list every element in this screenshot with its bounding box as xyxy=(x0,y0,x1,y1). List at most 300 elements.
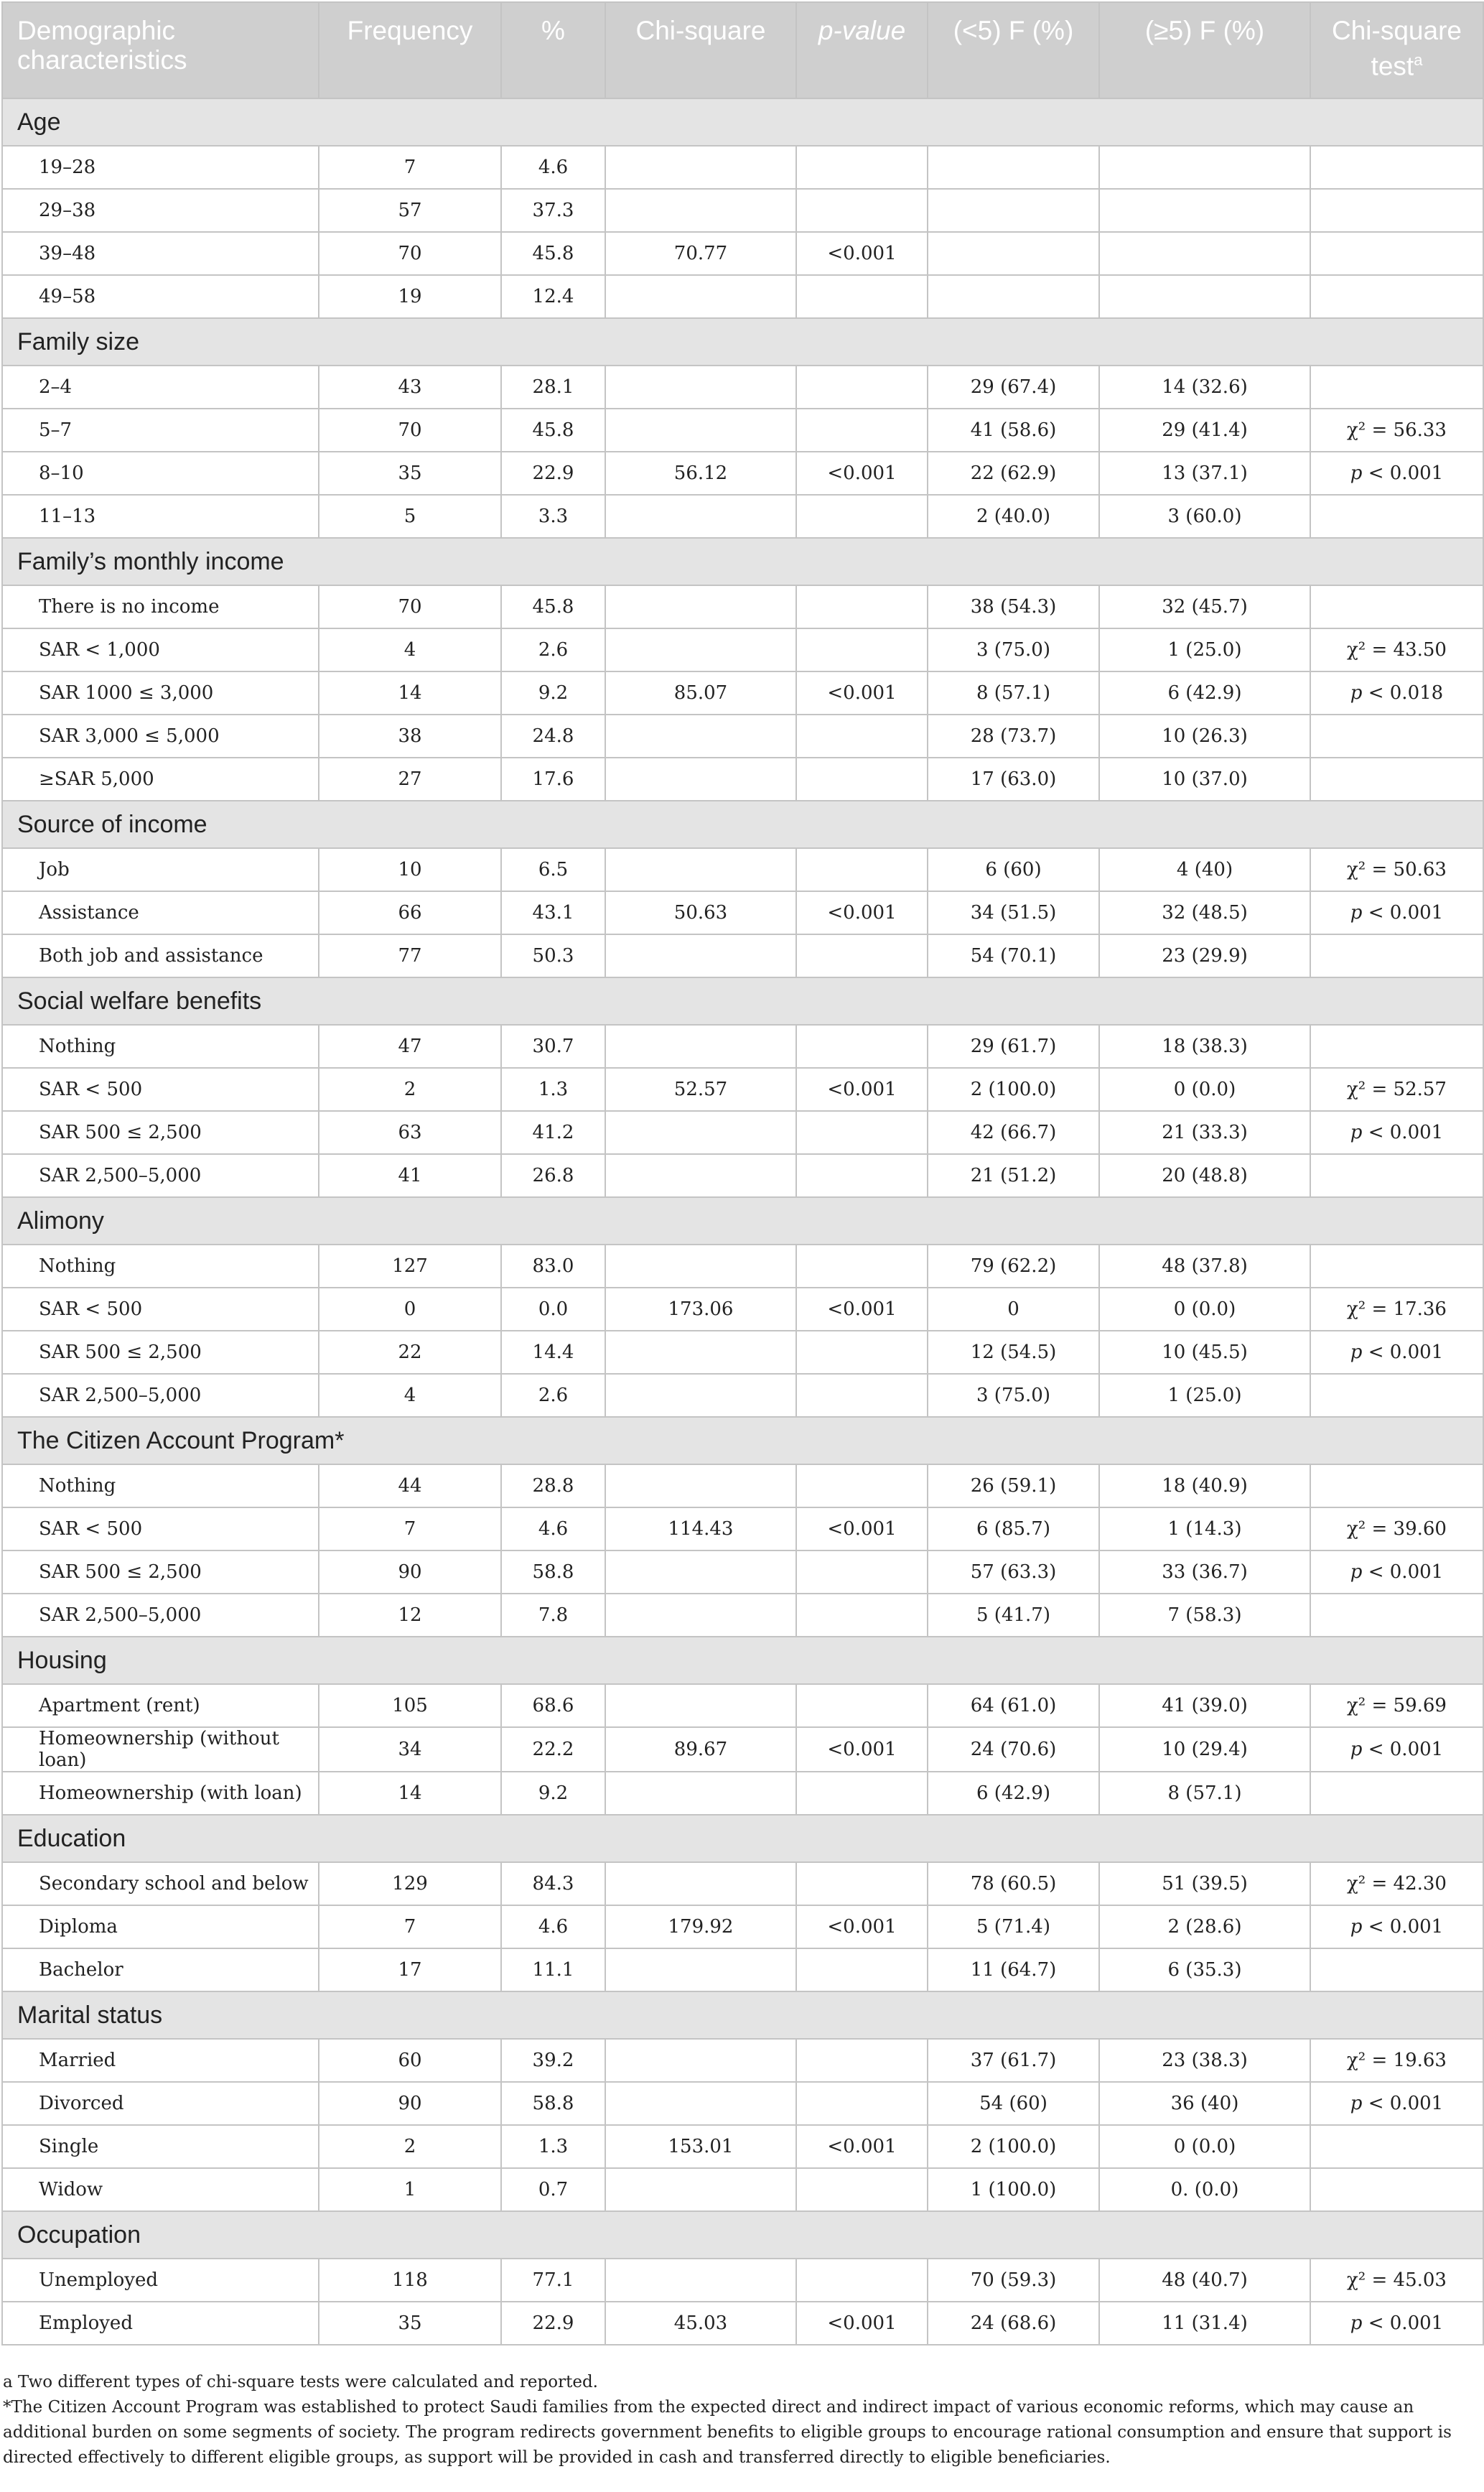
table-cell xyxy=(796,1374,928,1417)
table-cell: 3.3 xyxy=(501,495,605,538)
table-cell: 4.6 xyxy=(501,146,605,189)
table-row xyxy=(2,1374,1483,1417)
table-cell xyxy=(796,1464,928,1507)
table-cell: SAR < 500 xyxy=(2,1507,319,1550)
table-cell: Employed xyxy=(2,2302,319,2345)
table-cell xyxy=(796,1111,928,1154)
table-cell xyxy=(605,409,796,452)
table-cell: 7 xyxy=(319,1507,501,1550)
table-cell xyxy=(1310,366,1483,409)
table-cell xyxy=(928,189,1099,232)
table-row xyxy=(2,1862,1483,1905)
table-cell: 78 (60.5) xyxy=(928,1862,1099,1905)
table-cell: 1 (25.0) xyxy=(1099,1374,1310,1417)
table-cell xyxy=(605,585,796,628)
table-cell: 114.43 xyxy=(605,1507,796,1550)
table-cell: Secondary school and below xyxy=(2,1862,319,1905)
table-cell xyxy=(1310,1594,1483,1637)
table-cell xyxy=(796,758,928,801)
demographics-table xyxy=(1,1,1484,2345)
table-cell: 12 (54.5) xyxy=(928,1331,1099,1374)
table-cell xyxy=(796,275,928,318)
table-row xyxy=(2,1905,1483,1948)
table-cell: Homeownership (with loan) xyxy=(2,1772,319,1815)
table-cell xyxy=(605,275,796,318)
table-cell: 20 (48.8) xyxy=(1099,1154,1310,1197)
table-cell xyxy=(796,2259,928,2302)
table-cell: 23 (29.9) xyxy=(1099,934,1310,977)
section-title: Education xyxy=(2,1815,1483,1862)
table-cell xyxy=(605,189,796,232)
table-cell xyxy=(605,758,796,801)
table-row xyxy=(2,1948,1483,1991)
table-cell: 17 xyxy=(319,1948,501,1991)
table-cell: 6.5 xyxy=(501,848,605,891)
table-cell: SAR 500 ≤ 2,500 xyxy=(2,1331,319,1374)
table-cell: 33 (36.7) xyxy=(1099,1550,1310,1594)
table-row xyxy=(2,1594,1483,1637)
table-cell xyxy=(605,1684,796,1727)
table-cell: Diploma xyxy=(2,1905,319,1948)
header-chi-square-test: Chi-square test$^a$ xyxy=(1310,2,1483,98)
table-cell xyxy=(1099,232,1310,275)
table-cell: 26.8 xyxy=(501,1154,605,1197)
table-cell xyxy=(1310,715,1483,758)
table-cell: 26 (59.1) xyxy=(928,1464,1099,1507)
table-cell: 84.3 xyxy=(501,1862,605,1905)
table-cell xyxy=(1310,1154,1483,1197)
table-cell: <0.001 xyxy=(796,1727,928,1772)
table-cell: Unemployed xyxy=(2,2259,319,2302)
table-cell: 35 xyxy=(319,2302,501,2345)
table-cell: p < 0.001 xyxy=(1310,1550,1483,1594)
section-row xyxy=(2,2211,1483,2259)
table-row xyxy=(2,1288,1483,1331)
table-cell: p < 0.001 xyxy=(1310,1111,1483,1154)
table-cell: 6 (60) xyxy=(928,848,1099,891)
table-cell: SAR < 500 xyxy=(2,1068,319,1111)
table-cell: 2 xyxy=(319,1068,501,1111)
table-cell: 43 xyxy=(319,366,501,409)
table-cell xyxy=(605,2039,796,2082)
table-cell: 7 xyxy=(319,1905,501,1948)
table-cell: 36 (40) xyxy=(1099,2082,1310,2125)
table-cell: <0.001 xyxy=(796,1905,928,1948)
section-row xyxy=(2,538,1483,585)
table-cell: 9.2 xyxy=(501,671,605,715)
table-cell xyxy=(605,2168,796,2211)
footnote-star: *The Citizen Account Program was established to protect Saudi families from the expected direct and indirect impact of various economic reforms, which may cause an additional burden on some segments of society. The program redirects government benefits to eligible groups to encourage rational consumption and ensure that support is directed effectively to different eligible groups, as support will be provided in cash and transferred directly to eligible beneficiaries. xyxy=(3,2398,1452,2467)
table-cell xyxy=(796,146,928,189)
table-cell: 54 (70.1) xyxy=(928,934,1099,977)
table-cell xyxy=(605,628,796,671)
table-cell: χ² = 56.33 xyxy=(1310,409,1483,452)
section-row xyxy=(2,1637,1483,1684)
table-cell: Married xyxy=(2,2039,319,2082)
table-cell: 70 xyxy=(319,232,501,275)
table-cell: 42 (66.7) xyxy=(928,1111,1099,1154)
table-cell xyxy=(796,2168,928,2211)
table-cell: 45.8 xyxy=(501,409,605,452)
table-cell: 56.12 xyxy=(605,452,796,495)
table-cell xyxy=(1310,1948,1483,1991)
table-cell: χ² = 39.60 xyxy=(1310,1507,1483,1550)
table-row xyxy=(2,275,1483,318)
table-cell: 27 xyxy=(319,758,501,801)
table-cell: χ² = 19.63 xyxy=(1310,2039,1483,2082)
table-cell: SAR 500 ≤ 2,500 xyxy=(2,1111,319,1154)
header-frequency: Frequency xyxy=(319,2,501,98)
table-cell: 38 (54.3) xyxy=(928,585,1099,628)
table-cell: 0 (0.0) xyxy=(1099,1288,1310,1331)
table-cell: 127 xyxy=(319,1245,501,1288)
table-cell: 18 (38.3) xyxy=(1099,1025,1310,1068)
table-cell: 0 (0.0) xyxy=(1099,2125,1310,2168)
table-cell: χ² = 52.57 xyxy=(1310,1068,1483,1111)
table-cell: 0.7 xyxy=(501,2168,605,2211)
table-cell: 63 xyxy=(319,1111,501,1154)
table-cell: 32 (48.5) xyxy=(1099,891,1310,934)
header-row xyxy=(2,2,1483,98)
table-cell: 34 xyxy=(319,1727,501,1772)
table-cell: 11–13 xyxy=(2,495,319,538)
table-cell xyxy=(605,1862,796,1905)
section-title: The Citizen Account Program* xyxy=(2,1417,1483,1464)
table-row xyxy=(2,2302,1483,2345)
table-cell xyxy=(796,934,928,977)
table-cell xyxy=(796,2039,928,2082)
table-cell: SAR 2,500–5,000 xyxy=(2,1594,319,1637)
table-cell: Single xyxy=(2,2125,319,2168)
table-cell: 2 (28.6) xyxy=(1099,1905,1310,1948)
table-cell: 0 xyxy=(928,1288,1099,1331)
table-cell: 118 xyxy=(319,2259,501,2302)
table-cell: 70 (59.3) xyxy=(928,2259,1099,2302)
section-row xyxy=(2,1815,1483,1862)
header-chi-square: Chi-square xyxy=(605,2,796,98)
table-cell: 10 (45.5) xyxy=(1099,1331,1310,1374)
table-cell: Nothing xyxy=(2,1025,319,1068)
table-cell: 7 xyxy=(319,146,501,189)
header-p-value: p-value xyxy=(796,2,928,98)
table-cell xyxy=(605,495,796,538)
section-row xyxy=(2,1417,1483,1464)
table-cell: 12 xyxy=(319,1594,501,1637)
table-row xyxy=(2,671,1483,715)
table-cell: 24 (68.6) xyxy=(928,2302,1099,2345)
table-row xyxy=(2,2039,1483,2082)
table-cell xyxy=(1099,275,1310,318)
table-cell: 70.77 xyxy=(605,232,796,275)
table-cell: 90 xyxy=(319,1550,501,1594)
table-cell xyxy=(1310,495,1483,538)
table-cell xyxy=(796,715,928,758)
table-cell: 30.7 xyxy=(501,1025,605,1068)
table-cell xyxy=(928,232,1099,275)
section-row xyxy=(2,977,1483,1025)
section-title: Social welfare benefits xyxy=(2,977,1483,1025)
table-cell xyxy=(605,934,796,977)
table-cell xyxy=(1310,232,1483,275)
table-cell: 64 (61.0) xyxy=(928,1684,1099,1727)
table-cell xyxy=(605,1550,796,1594)
table-cell: Both job and assistance xyxy=(2,934,319,977)
table-cell xyxy=(1310,2125,1483,2168)
table-cell xyxy=(605,1772,796,1815)
table-cell: 58.8 xyxy=(501,2082,605,2125)
table-cell: p < 0.001 xyxy=(1310,1905,1483,1948)
table-cell: 50.63 xyxy=(605,891,796,934)
table-cell xyxy=(796,1245,928,1288)
table-cell xyxy=(605,366,796,409)
table-cell: 24.8 xyxy=(501,715,605,758)
table-cell: 90 xyxy=(319,2082,501,2125)
table-cell: 0 (0.0) xyxy=(1099,1068,1310,1111)
table-cell: Nothing xyxy=(2,1464,319,1507)
section-title: Family size xyxy=(2,318,1483,366)
table-cell: 22.9 xyxy=(501,452,605,495)
section-title: Alimony xyxy=(2,1197,1483,1245)
section-title: Age xyxy=(2,98,1483,146)
header-ge5: (≥5) F (%) xyxy=(1099,2,1310,98)
table-cell: 41 (39.0) xyxy=(1099,1684,1310,1727)
table-cell: 14.4 xyxy=(501,1331,605,1374)
table-row xyxy=(2,2125,1483,2168)
table-cell: 3 (75.0) xyxy=(928,628,1099,671)
table-cell xyxy=(1310,1245,1483,1288)
table-cell: 57 (63.3) xyxy=(928,1550,1099,1594)
table-cell: 29 (41.4) xyxy=(1099,409,1310,452)
table-cell: 28 (73.7) xyxy=(928,715,1099,758)
table-cell: 19 xyxy=(319,275,501,318)
table-cell: 4 (40) xyxy=(1099,848,1310,891)
table-cell: 22.2 xyxy=(501,1727,605,1772)
table-cell: 32 (45.7) xyxy=(1099,585,1310,628)
table-cell xyxy=(796,1331,928,1374)
table-cell: 41 (58.6) xyxy=(928,409,1099,452)
table-cell xyxy=(928,146,1099,189)
table-cell xyxy=(605,1111,796,1154)
table-cell: Job xyxy=(2,848,319,891)
table-cell: χ² = 17.36 xyxy=(1310,1288,1483,1331)
table-cell xyxy=(605,146,796,189)
table-row xyxy=(2,715,1483,758)
table-cell xyxy=(1099,189,1310,232)
table-cell: 28.1 xyxy=(501,366,605,409)
table-row xyxy=(2,2259,1483,2302)
table-cell: 11 (31.4) xyxy=(1099,2302,1310,2345)
table-cell: <0.001 xyxy=(796,2125,928,2168)
table-cell: 57 xyxy=(319,189,501,232)
table-cell: 52.57 xyxy=(605,1068,796,1111)
table-cell: 14 xyxy=(319,671,501,715)
table-cell: 7.8 xyxy=(501,1594,605,1637)
table-cell: 2 (40.0) xyxy=(928,495,1099,538)
table-cell: 37.3 xyxy=(501,189,605,232)
table-cell: Apartment (rent) xyxy=(2,1684,319,1727)
table-cell: 45.8 xyxy=(501,232,605,275)
table-cell: 34 (51.5) xyxy=(928,891,1099,934)
table-row xyxy=(2,409,1483,452)
header-percent: % xyxy=(501,2,605,98)
table-cell xyxy=(928,275,1099,318)
table-cell: 8 (57.1) xyxy=(1099,1772,1310,1815)
table-row xyxy=(2,1684,1483,1727)
table-cell xyxy=(1310,1025,1483,1068)
table-cell: 22 (62.9) xyxy=(928,452,1099,495)
table-cell: 11 (64.7) xyxy=(928,1948,1099,1991)
table-cell: 18 (40.9) xyxy=(1099,1464,1310,1507)
table-cell: 28.8 xyxy=(501,1464,605,1507)
table-cell: Bachelor xyxy=(2,1948,319,1991)
table-cell xyxy=(1099,146,1310,189)
table-cell: 2 (100.0) xyxy=(928,2125,1099,2168)
table-cell: 37 (61.7) xyxy=(928,2039,1099,2082)
table-cell: 58.8 xyxy=(501,1550,605,1594)
table-cell: 6 (42.9) xyxy=(928,1772,1099,1815)
table-cell: 153.01 xyxy=(605,2125,796,2168)
table-cell: 1 (25.0) xyxy=(1099,628,1310,671)
table-cell: 66 xyxy=(319,891,501,934)
table-cell: <0.001 xyxy=(796,1288,928,1331)
table-cell: <0.001 xyxy=(796,1068,928,1111)
table-cell: 6 (42.9) xyxy=(1099,671,1310,715)
table-cell: 4.6 xyxy=(501,1905,605,1948)
table-cell xyxy=(796,1772,928,1815)
table-cell: 17 (63.0) xyxy=(928,758,1099,801)
table-row xyxy=(2,495,1483,538)
table-row xyxy=(2,1025,1483,1068)
table-cell: 173.06 xyxy=(605,1288,796,1331)
table-cell xyxy=(796,1025,928,1068)
table-cell xyxy=(1310,585,1483,628)
table-cell: 29 (61.7) xyxy=(928,1025,1099,1068)
table-cell xyxy=(796,2082,928,2125)
table-cell xyxy=(605,2082,796,2125)
section-title: Occupation xyxy=(2,2211,1483,2259)
table-cell: Widow xyxy=(2,2168,319,2211)
table-cell: 5–7 xyxy=(2,409,319,452)
table-row xyxy=(2,758,1483,801)
section-title: Marital status xyxy=(2,1991,1483,2039)
table-cell: p < 0.001 xyxy=(1310,1727,1483,1772)
table-cell xyxy=(605,1374,796,1417)
table-cell: 2.6 xyxy=(501,1374,605,1417)
table-cell xyxy=(1310,2168,1483,2211)
table-cell: 60 xyxy=(319,2039,501,2082)
table-cell: p < 0.001 xyxy=(1310,2082,1483,2125)
table-row xyxy=(2,1464,1483,1507)
table-cell: SAR 1000 ≤ 3,000 xyxy=(2,671,319,715)
table-row xyxy=(2,848,1483,891)
section-title: Source of income xyxy=(2,801,1483,848)
table-cell: 3 (60.0) xyxy=(1099,495,1310,538)
table-cell: 4.6 xyxy=(501,1507,605,1550)
table-cell: 70 xyxy=(319,585,501,628)
table-cell: 9.2 xyxy=(501,1772,605,1815)
table-cell: 70 xyxy=(319,409,501,452)
table-cell: 6 (85.7) xyxy=(928,1507,1099,1550)
table-cell: 48 (40.7) xyxy=(1099,2259,1310,2302)
table-cell xyxy=(796,848,928,891)
table-cell: 21 (51.2) xyxy=(928,1154,1099,1197)
header-lt5: (<5) F (%) xyxy=(928,2,1099,98)
table-cell xyxy=(605,848,796,891)
table-cell xyxy=(796,1154,928,1197)
table-cell xyxy=(796,628,928,671)
table-cell: χ² = 42.30 xyxy=(1310,1862,1483,1905)
table-cell: p < 0.001 xyxy=(1310,891,1483,934)
table-body xyxy=(2,98,1483,2345)
table-cell: 1.3 xyxy=(501,2125,605,2168)
header-demographic: Demographic characteristics xyxy=(2,2,319,98)
table-cell: 24 (70.6) xyxy=(928,1727,1099,1772)
table-cell: 50.3 xyxy=(501,934,605,977)
table-row xyxy=(2,1772,1483,1815)
table-cell xyxy=(605,1948,796,1991)
table-row xyxy=(2,452,1483,495)
table-cell: 41.2 xyxy=(501,1111,605,1154)
table-cell: χ² = 45.03 xyxy=(1310,2259,1483,2302)
table-cell: 14 xyxy=(319,1772,501,1815)
table-row xyxy=(2,1068,1483,1111)
table-cell: 39–48 xyxy=(2,232,319,275)
table-cell xyxy=(1310,758,1483,801)
table-cell: 2–4 xyxy=(2,366,319,409)
table-cell: 68.6 xyxy=(501,1684,605,1727)
table-row xyxy=(2,628,1483,671)
table-cell: p < 0.001 xyxy=(1310,1331,1483,1374)
table-cell xyxy=(1310,189,1483,232)
table-cell xyxy=(1310,146,1483,189)
section-row xyxy=(2,801,1483,848)
table-cell: SAR 3,000 ≤ 5,000 xyxy=(2,715,319,758)
table-cell: 0. (0.0) xyxy=(1099,2168,1310,2211)
table-cell: SAR 2,500–5,000 xyxy=(2,1154,319,1197)
table-cell: <0.001 xyxy=(796,671,928,715)
table-cell xyxy=(796,409,928,452)
footnotes xyxy=(3,2370,1482,2470)
table-cell: <0.001 xyxy=(796,891,928,934)
table-cell xyxy=(796,1684,928,1727)
table-cell: χ² = 50.63 xyxy=(1310,848,1483,891)
table-cell: 43.1 xyxy=(501,891,605,934)
table-cell xyxy=(796,1550,928,1594)
table-cell xyxy=(605,1245,796,1288)
table-cell: 3 (75.0) xyxy=(928,1374,1099,1417)
table-cell: 85.07 xyxy=(605,671,796,715)
table-cell: χ² = 43.50 xyxy=(1310,628,1483,671)
table-cell: 12.4 xyxy=(501,275,605,318)
table-cell xyxy=(605,1594,796,1637)
table-row xyxy=(2,2168,1483,2211)
section-row xyxy=(2,98,1483,146)
table-cell: 89.67 xyxy=(605,1727,796,1772)
section-row xyxy=(2,1197,1483,1245)
section-row xyxy=(2,318,1483,366)
table-cell xyxy=(1310,1374,1483,1417)
table-cell: 83.0 xyxy=(501,1245,605,1288)
table-cell: 1 xyxy=(319,2168,501,2211)
table-cell: 11.1 xyxy=(501,1948,605,1991)
table-cell: 47 xyxy=(319,1025,501,1068)
table-cell: 5 (71.4) xyxy=(928,1905,1099,1948)
table-cell: 38 xyxy=(319,715,501,758)
table-cell xyxy=(1310,1464,1483,1507)
table-row xyxy=(2,232,1483,275)
table-cell: 4 xyxy=(319,1374,501,1417)
table-row xyxy=(2,1727,1483,1772)
